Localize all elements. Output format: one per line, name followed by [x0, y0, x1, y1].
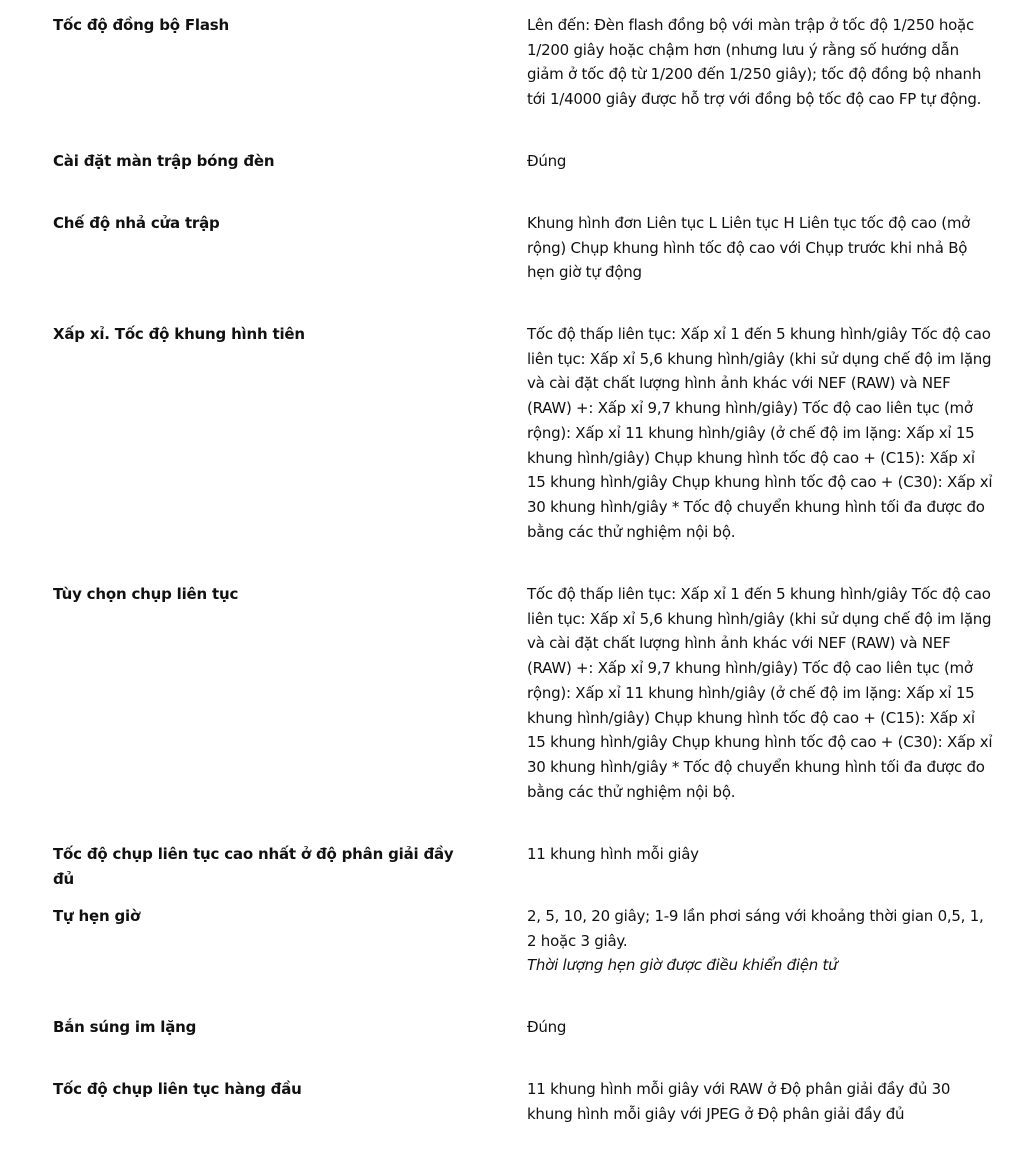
spec-value — [527, 1077, 997, 1126]
spec-value — [527, 211, 997, 285]
spec-label: Tùy chọn chụp liên tục — [53, 585, 239, 603]
spec-value-text: Đúng — [527, 152, 567, 170]
spec-value — [527, 904, 997, 978]
spec-value-text: Tốc độ thấp liên tục: Xấp xỉ 1 đến 5 khung hình/giây Tốc độ cao liên tục: Xấp xỉ 5,6 khung hình/giây (khi sử dụng chế độ im lặng và cài đặt chất lượng hình ảnh khác với NEF (RAW) và NEF (RAW) +: Xấp xỉ 9,7 khung hình/giây) Tốc độ cao liên tục (mở rộng): Xấp xỉ 11 khung hình/giây (ở chế độ im lặng: Xấp xỉ 15 khung hình/giây) Chụp khung hình tốc độ cao + (C15): Xấp xỉ 15 khung hình/giây Chụp khung hình tốc độ cao + (C30): Xấp xỉ 30 khung hình/giây * Tốc độ chuyển khung hình tối đa được đo bằng các thử nghiệm nội bộ. — [527, 585, 993, 801]
spec-value — [527, 1015, 997, 1040]
spec-label: Tốc độ đồng bộ Flash — [53, 16, 229, 34]
spec-label: Chế độ nhả cửa trập — [53, 214, 220, 232]
spec-value-text: Lên đến: Đèn flash đồng bộ với màn trập ở tốc độ 1/250 hoặc 1/200 giây hoặc chậm hơn (nhưng lưu ý rằng số hướng dẫn giảm ở tốc độ từ 1/200 đến 1/250 giây); tốc độ đồng bộ nhanh tới 1/4000 giây được hỗ trợ với đồng bộ tốc độ cao FP tự động. — [527, 16, 982, 109]
spec-value — [527, 842, 997, 867]
spec-label: Tốc độ chụp liên tục cao nhất ở độ phân giải đầy đủ — [53, 845, 454, 888]
spec-value-text: Tốc độ thấp liên tục: Xấp xỉ 1 đến 5 khung hình/giây Tốc độ cao liên tục: Xấp xỉ 5,6 khung hình/giây (khi sử dụng chế độ im lặng và cài đặt chất lượng hình ảnh khác với NEF (RAW) và NEF (RAW) +: Xấp xỉ 9,7 khung hình/giây) Tốc độ cao liên tục (mở rộng): Xấp xỉ 11 khung hình/giây (ở chế độ im lặng: Xấp xỉ 15 khung hình/giây) Chụp khung hình tốc độ cao + (C15): Xấp xỉ 15 khung hình/giây Chụp khung hình tốc độ cao + (C30): Xấp xỉ 30 khung hình/giây * Tốc độ chuyển khung hình tối đa được đo bằng các thử nghiệm nội bộ. — [527, 325, 993, 541]
spec-value — [527, 322, 997, 544]
spec-value-text: Đúng — [527, 1018, 567, 1036]
spec-value-text: 11 khung hình mỗi giây — [527, 845, 699, 863]
spec-value — [527, 149, 997, 174]
spec-value — [527, 582, 997, 804]
spec-value-text: Khung hình đơn Liên tục L Liên tục H Liên tục tốc độ cao (mở rộng) Chụp khung hình tốc độ cao với Chụp trước khi nhả Bộ hẹn giờ tự động — [527, 214, 971, 282]
spec-label: Bắn súng im lặng — [53, 1018, 197, 1036]
spec-value-text: 2, 5, 10, 20 giây; 1-9 lần phơi sáng với khoảng thời gian 0,5, 1, 2 hoặc 3 giây. — [527, 907, 984, 950]
spec-label: Cài đặt màn trập bóng đèn — [53, 152, 275, 170]
spec-value — [527, 13, 997, 112]
spec-label: Tự hẹn giờ — [53, 907, 141, 925]
spec-label: Xấp xỉ. Tốc độ khung hình tiên — [53, 325, 305, 343]
spec-value-text: 11 khung hình mỗi giây với RAW ở Độ phân giải đầy đủ 30 khung hình mỗi giây với JPEG ở Độ phân giải đầy đủ — [527, 1080, 951, 1123]
spec-value-note: Thời lượng hẹn giờ được điều khiển điện tử — [527, 956, 838, 975]
spec-label: Tốc độ chụp liên tục hàng đầu — [53, 1080, 302, 1098]
